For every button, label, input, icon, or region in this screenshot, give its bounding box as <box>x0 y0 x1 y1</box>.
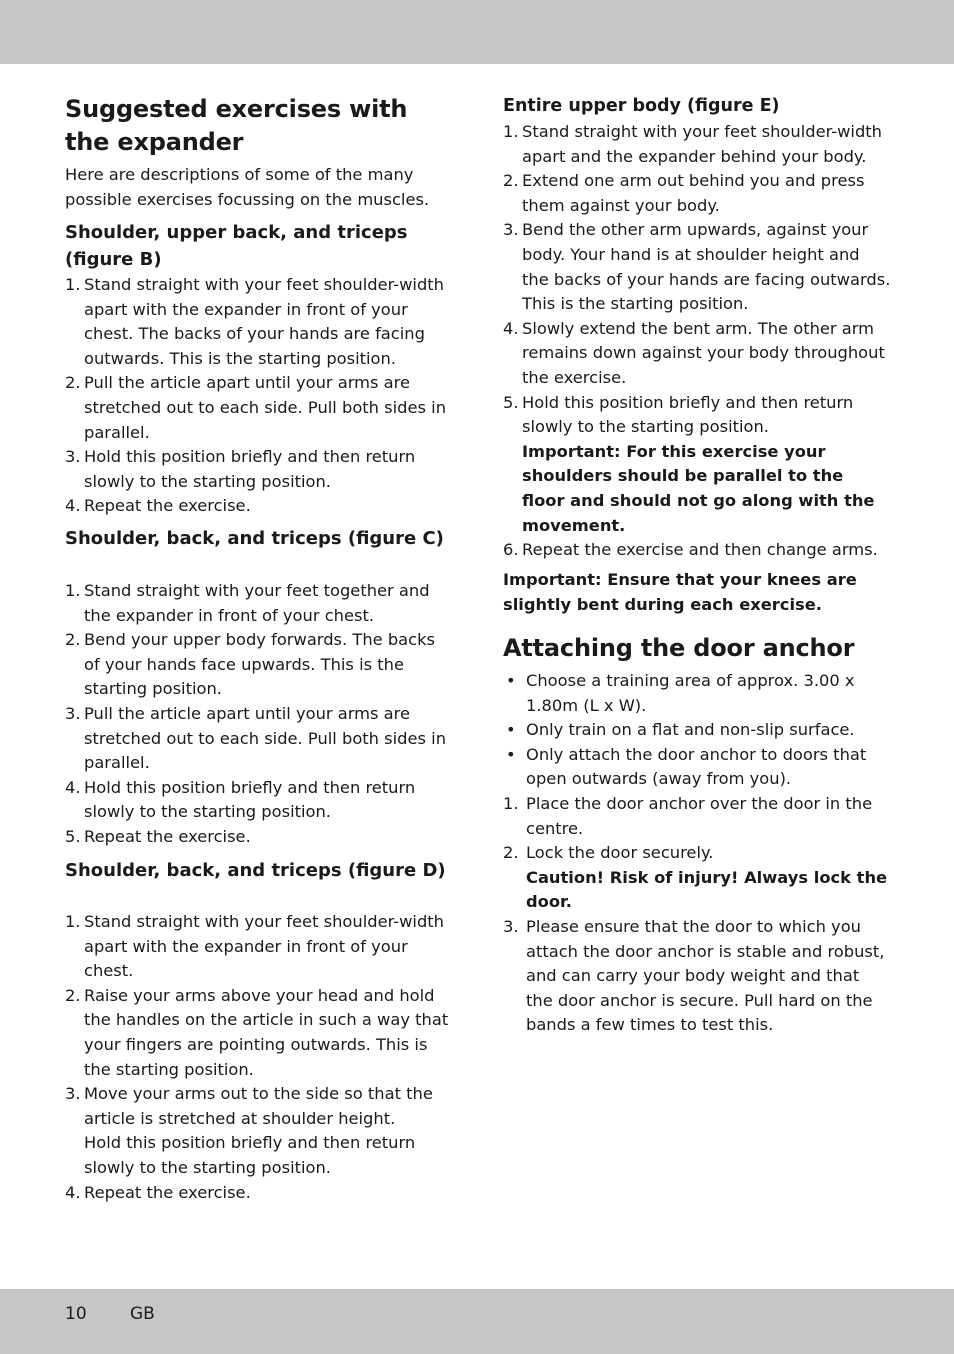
list-item <box>503 317 891 391</box>
section-heading-figure-e: Entire upper body (figure E) <box>503 96 780 116</box>
list-item <box>65 910 449 984</box>
step-number: 6. <box>503 540 519 560</box>
list-item <box>65 984 449 1082</box>
list-item <box>65 628 449 702</box>
step-number: 3. <box>503 220 519 240</box>
header-bar <box>0 0 954 64</box>
step-text: Please ensure that the door to which you attach the door anchor is stable and robust, and can carry your body weight and that the door anchor is secure. Pull hard on the bands a few times to test this. <box>526 916 885 1035</box>
step-number: 1. <box>65 581 81 600</box>
section-heading-figure-b: Shoulder, upper back, and triceps (figure B) <box>65 222 408 270</box>
list-item <box>65 579 449 628</box>
step-text: Pull the article apart until your arms are stretched out to each side. Pull both sides in parallel. <box>84 373 447 442</box>
step-number: 4. <box>65 496 81 516</box>
door-anchor-bullets <box>503 669 891 792</box>
list-item <box>503 120 891 169</box>
step-text: Slowly extend the bent arm. The other arm remains down against your body throughout the exercise. <box>522 318 885 387</box>
bullet-text: Only train on a flat and non-slip surface. <box>526 720 855 740</box>
step-number: 5. <box>65 826 81 846</box>
step-text: Place the door anchor over the door in the centre. <box>526 794 873 838</box>
list-item <box>65 371 449 445</box>
step-number: 1. <box>503 794 519 813</box>
step-number: 2. <box>503 171 519 191</box>
step-text: Repeat the exercise and then change arms. <box>522 540 878 560</box>
door-anchor-title: Attaching the door anchor <box>503 634 855 662</box>
step-number: 5. <box>503 392 519 412</box>
bullet-text: Only attach the door anchor to doors that open outwards (away from you). <box>526 744 867 789</box>
step-number: 4. <box>503 318 519 338</box>
step-text: Stand straight with your feet shoulder-width apart with the expander in front of your chest. <box>84 912 444 981</box>
list-item <box>503 915 891 1038</box>
list-item <box>503 538 891 563</box>
step-text: Stand straight with your feet shoulder-width apart and the expander behind your body. <box>522 122 882 166</box>
step-text: Repeat the exercise. <box>84 826 251 846</box>
list-item <box>503 841 891 915</box>
steps-figure-d <box>65 910 449 1205</box>
step-number: 1. <box>65 912 81 931</box>
bullet-icon: • <box>506 744 516 764</box>
step-number: 3. <box>65 1084 81 1104</box>
step-number: 4. <box>65 1182 81 1202</box>
step-text: Hold this position briefly and then return slowly to the starting position. <box>522 392 854 437</box>
list-item <box>503 218 891 316</box>
important-warning: Important: For this exercise your shoulders should be parallel to the floor and should not go along with the movement. <box>522 441 875 535</box>
step-text: Pull the article apart until your arms are stretched out to each side. Pull both sides in parallel. <box>84 703 447 773</box>
step-number: 3. <box>503 916 519 936</box>
step-number: 2. <box>65 630 81 650</box>
list-item <box>503 669 891 718</box>
bullet-icon: • <box>506 720 516 740</box>
page-number: 10 <box>65 1304 87 1324</box>
steps-figure-b <box>65 273 449 519</box>
list-item <box>503 169 891 218</box>
step-continuation: Hold this position briefly and then return slowly to the starting position. <box>84 1133 416 1177</box>
language-code: GB <box>130 1304 155 1324</box>
caution-warning: Caution! Risk of injury! Always lock the door. <box>526 867 888 912</box>
list-item <box>503 743 891 792</box>
step-text: Bend the other arm upwards, against your body. Your hand is at shoulder height and the backs of your hands are facing outwards. This is the starting position. <box>522 220 891 314</box>
list-item <box>65 776 449 825</box>
list-item <box>65 1181 449 1206</box>
door-anchor-steps <box>503 792 891 1038</box>
step-text: Hold this position briefly and then return slowly to the starting position. <box>84 777 416 822</box>
step-number: 2. <box>503 843 519 863</box>
step-text: Extend one arm out behind you and press them against your body. <box>522 171 865 215</box>
step-text: Hold this position briefly and then return slowly to the starting position. <box>84 447 416 491</box>
step-number: 1. <box>503 122 519 141</box>
step-number: 3. <box>65 447 81 467</box>
step-text: Stand straight with your feet shoulder-width apart with the expander in front of your chest. The backs of your hands are facing outwards. This is the starting position. <box>84 275 444 368</box>
list-item <box>503 718 891 743</box>
step-number: 2. <box>65 985 81 1005</box>
section-heading-figure-d: Shoulder, back, and triceps (figure D) <box>65 860 446 881</box>
list-item <box>65 1082 449 1180</box>
steps-figure-e <box>503 120 891 563</box>
step-text: Repeat the exercise. <box>84 1182 251 1202</box>
step-number: 4. <box>65 777 81 797</box>
list-item <box>503 792 891 841</box>
page-title: Suggested exercises with the expander <box>65 95 408 156</box>
step-text: Stand straight with your feet together and the expander in front of your chest. <box>84 581 430 625</box>
bullet-text: Choose a training area of approx. 3.00 x 1.80m (L x W). <box>526 671 855 715</box>
step-text: Repeat the exercise. <box>84 496 251 516</box>
step-number: 3. <box>65 703 81 723</box>
list-item <box>65 702 449 776</box>
list-item <box>65 494 449 519</box>
section-heading-figure-c: Shoulder, back, and triceps (figure C) <box>65 528 444 549</box>
intro-paragraph: Here are descriptions of some of the many possible exercises focussing on the muscles. <box>65 165 430 209</box>
list-item <box>65 825 449 850</box>
step-text: Move your arms out to the side so that the article is stretched at shoulder height. <box>84 1084 433 1128</box>
important-note: Important: Ensure that your knees are slightly bent during each exercise. <box>503 570 857 614</box>
bullet-icon: • <box>506 671 516 690</box>
steps-figure-c <box>65 579 449 850</box>
step-text: Bend your upper body forwards. The backs of your hands face upwards. This is the starting position. <box>84 630 436 699</box>
step-number: 1. <box>65 275 81 294</box>
step-text: Lock the door securely. <box>526 843 714 863</box>
step-text: Raise your arms above your head and hold the handles on the article in such a way that your fingers are pointing outwards. This is the starting position. <box>84 985 449 1079</box>
list-item <box>65 273 449 371</box>
step-number: 2. <box>65 373 81 393</box>
list-item <box>65 445 449 494</box>
list-item <box>503 391 891 539</box>
